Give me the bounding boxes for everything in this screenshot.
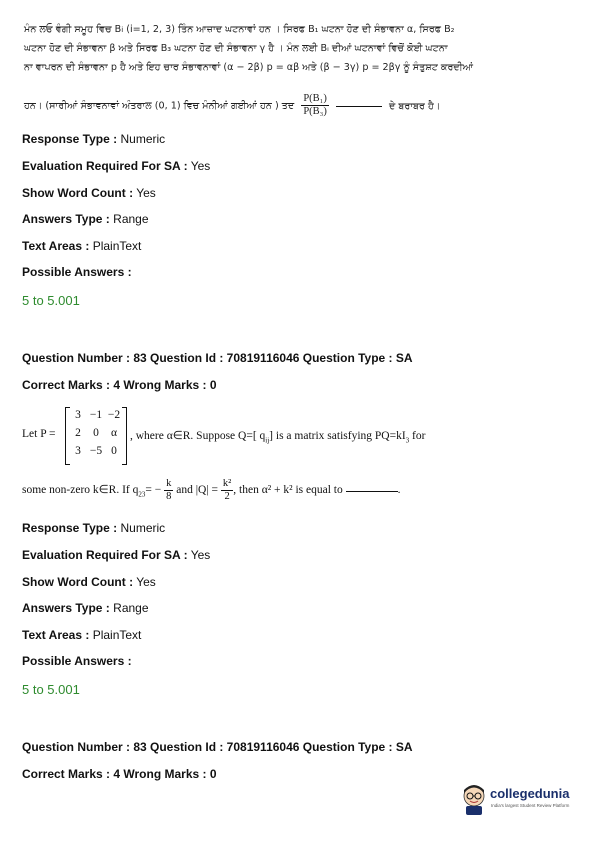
question-text-line-4: ਹਨ। (ਸਾਰੀਆਂ ਸੰਭਾਵਨਾਵਾਂ ਅੰਤਰਾਲ (0, 1) ਵਿਚ ਮੰਨੀਆਂ ਗਈਆਂ ਹਨ ) ਤਦ $\frac{\text{P(B₁)}}{\text{P(B₃)}}$ ਦੇ ਬਰਾਬਰ ਹੈ। (24, 93, 441, 117)
possible-answers-value: 5 to 5.001 (22, 293, 80, 308)
answers-type-row-2: Answers Type : Range (22, 601, 149, 615)
response-type-row: Response Type : Numeric (22, 132, 166, 146)
question-header: Question Number : 83 Question Id : 70819116046 Question Type : SA (22, 351, 413, 365)
evaluation-required-row-2: Evaluation Required For SA : Yes (22, 548, 211, 562)
mascot-icon (460, 784, 488, 816)
possible-answers-label-2: Possible Answers : (22, 654, 132, 668)
let-p-label: Let P = (22, 428, 56, 440)
matrix-p: 3 −1 −2 2 0 α 3 −5 0 (65, 407, 127, 463)
logo-tagline: India's largest Student Review Platform (491, 803, 570, 808)
probability-ratio-fraction: $\frac{\text{P(B₁)}}{\text{P(B₃)}}$ (303, 93, 327, 117)
text-areas-row-2: Text Areas : PlainText (22, 628, 142, 642)
k-over-8-fraction: $\frac{k}{8}$ (166, 478, 172, 502)
question-text-line-3: ਨਾ ਵਾਪਰਨ ਦੀ ਸੰਭਾਵਨਾ p ਹੈ ਅਤੇ ਇਹ ਚਾਰ ਸੰਭਾਵਨਾਵਾਂ (α − 2β) p = αβ ਅਤੇ (β − 3γ) p = 2βγ ਨੂੰ ਸੰਤੁਸ਼ਟ ਕਰਦੀਆਂ (24, 62, 474, 73)
answer-blank-2 (346, 490, 398, 492)
condition-line-2: some non-zero k∈R. If $q_{23}=$ − $\frac{k}{8}$ and |Q| = $\frac{\text{k²}}{2}$ , then α² + k² is equal to . (22, 478, 401, 502)
possible-answers-label: Possible Answers : (22, 265, 132, 279)
question-text-line-1: ਮੰਨ ਲਓ ਵੰਗੀ ਸਮੂਹ ਵਿਚ Bi (i=1, 2, 3) ਤਿੰਨ ਆਜ਼ਾਦ ਘਟਨਾਵਾਂ ਹਨ । ਸਿਰਫ B₁ ਘਟਨਾ ਹੋਣ ਦੀ ਸੰਭਾਵਨਾ α, ਸਿਰਫ B₂ (24, 24, 455, 35)
marks-row-3: Correct Marks : 4 Wrong Marks : 0 (22, 767, 217, 781)
question-header-3: Question Number : 83 Question Id : 70819116046 Question Type : SA (22, 740, 413, 754)
show-word-count-row: Show Word Count : Yes (22, 186, 156, 200)
marks-row: Correct Marks : 4 Wrong Marks : 0 (22, 378, 217, 392)
question-text-line-2: ਘਟਨਾ ਹੋਣ ਦੀ ਸੰਭਾਵਨਾ β ਅਤੇ ਸਿਰਫ B₃ ਘਟਨਾ ਹੋਣ ਦੀ ਸੰਭਾਵਨਾ γ ਹੈ । ਮੰਨ ਲਈ Bᵢ ਦੀਆਂ ਘਟਨਾਵਾਂ ਵਿਚੋਂ ਕੋਈ ਘਟਨਾ (24, 43, 448, 54)
answers-type-row: Answers Type : Range (22, 212, 149, 226)
logo-text: collegedunia (490, 786, 570, 801)
matrix-condition-text: , where α∈R. Suppose Q=[ $q_{ij}$] is a matrix satisfying $PQ=kI_3$ for (130, 430, 426, 445)
text-areas-row: Text Areas : PlainText (22, 239, 142, 253)
possible-answers-value-2: 5 to 5.001 (22, 682, 80, 697)
show-word-count-row-2: Show Word Count : Yes (22, 575, 156, 589)
response-type-row-2: Response Type : Numeric (22, 521, 166, 535)
collegedunia-logo (460, 782, 580, 822)
answer-blank (336, 105, 382, 107)
k-squared-over-2-fraction: $\frac{\text{k²}}{2}$ (222, 478, 232, 502)
evaluation-required-row: Evaluation Required For SA : Yes (22, 159, 211, 173)
